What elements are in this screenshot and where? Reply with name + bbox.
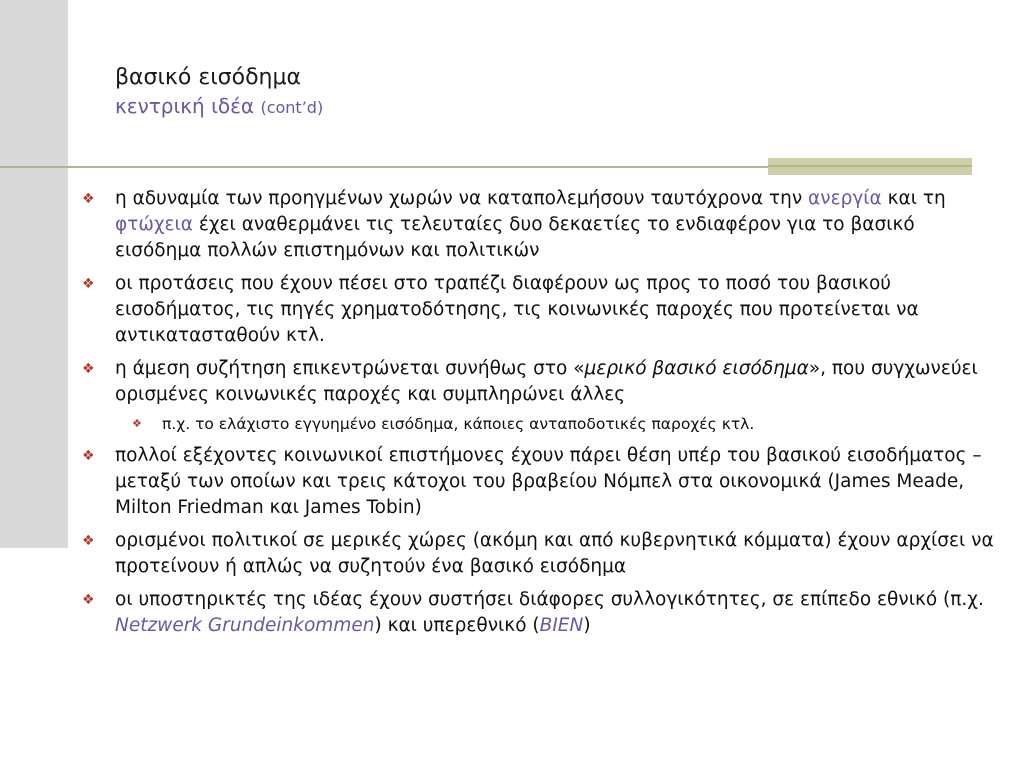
bullet-item-5 [82, 528, 997, 580]
bullet-text: η αδυναμία των προηγμένων χωρών να καταπολεμήσουν ταυτόχρονα την [115, 188, 809, 209]
bullet-text: », που συγχωνεύει ορισμένες κοινωνικές παροχές και συμπληρώνει άλλες [115, 358, 978, 405]
bullet-text: έχει αναθερμάνει τις τελευταίες δυο δεκαετίες το ενδιαφέρον για το βασικό εισόδημα πολλών επιστημόνων και πολιτικών [115, 214, 915, 261]
slide-title-block [115, 64, 323, 122]
italic-partial-basic-income: μερικό βασικό εισόδημα [584, 358, 809, 379]
bullet-item-1 [82, 186, 997, 264]
subtitle-text: κεντρική ιδέα [115, 94, 255, 118]
subtitle-cont: (cont’d) [260, 98, 324, 117]
sub-bullet-text: π.χ. το ελάχιστο εγγυημένο εισόδημα, κάποιες ανταποδοτικές παροχές κτλ. [162, 415, 755, 433]
bullet-text: ) [583, 615, 591, 636]
slide-title: βασικό εισόδημα [115, 65, 301, 90]
bullet-text: οι προτάσεις που έχουν πέσει στο τραπέζι διαφέρουν ως προς το ποσό του βασικού εισοδήματος, τις πηγές χρηματοδότησης, τις κοινωνικές παροχές που προτείνεται να αντικατασταθούν κτλ. [115, 273, 919, 346]
sub-bullet-item [82, 413, 997, 435]
highlight-poverty: φτώχεια [115, 214, 193, 235]
bullet-item-6 [82, 587, 997, 639]
diamond-bullet-icon: ❖ [82, 361, 95, 377]
bullet-text: ορισμένοι πολιτικοί σε μερικές χώρες (ακόμη και από κυβερνητικά κόμματα) έχουν αρχίσει να προτείνουν ή απλώς να συζητούν ένα βασικό εισόδημα [115, 530, 994, 577]
bullet-text: οι υποστηρικτές της ιδέας έχουν συστήσει διάφορες συλλογικότητες, σε επίπεδο εθνικό (π.χ. [115, 589, 984, 610]
link-netzwerk-grundeinkommen[interactable]: Netzwerk Grundeinkommen [115, 615, 375, 636]
highlight-unemployment: ανεργία [808, 188, 882, 209]
bullet-text: πολλοί εξέχοντες κοινωνικοί επιστήμονες έχουν πάρει θέση υπέρ του βασικού εισοδήματος – μεταξύ των οποίων και τρεις κάτοχοι του βραβείου Νόμπελ στα οικονομικά (James Meade, Milton Friedman και James Tobin) [115, 445, 982, 518]
diamond-bullet-icon: ❖ [132, 417, 142, 430]
bullet-text: η άμεση συζήτηση επικεντρώνεται συνήθως στο « [115, 358, 585, 379]
diamond-bullet-icon: ❖ [82, 448, 95, 464]
slide-subtitle [115, 92, 323, 122]
bullet-text: και τη [881, 188, 946, 209]
diamond-bullet-icon: ❖ [82, 533, 95, 549]
divider-accent-bar [768, 158, 972, 175]
diamond-bullet-icon: ❖ [82, 191, 95, 207]
link-bien[interactable]: BIEN [539, 615, 584, 636]
bullet-item-2 [82, 271, 997, 349]
bullet-item-4 [82, 443, 997, 521]
diamond-bullet-icon: ❖ [82, 276, 95, 292]
bullet-text: ) και υπερεθνικό ( [374, 615, 540, 636]
slide-content [82, 186, 997, 646]
bullet-item-3 [82, 356, 997, 408]
diamond-bullet-icon: ❖ [82, 592, 95, 608]
side-band [0, 0, 68, 548]
